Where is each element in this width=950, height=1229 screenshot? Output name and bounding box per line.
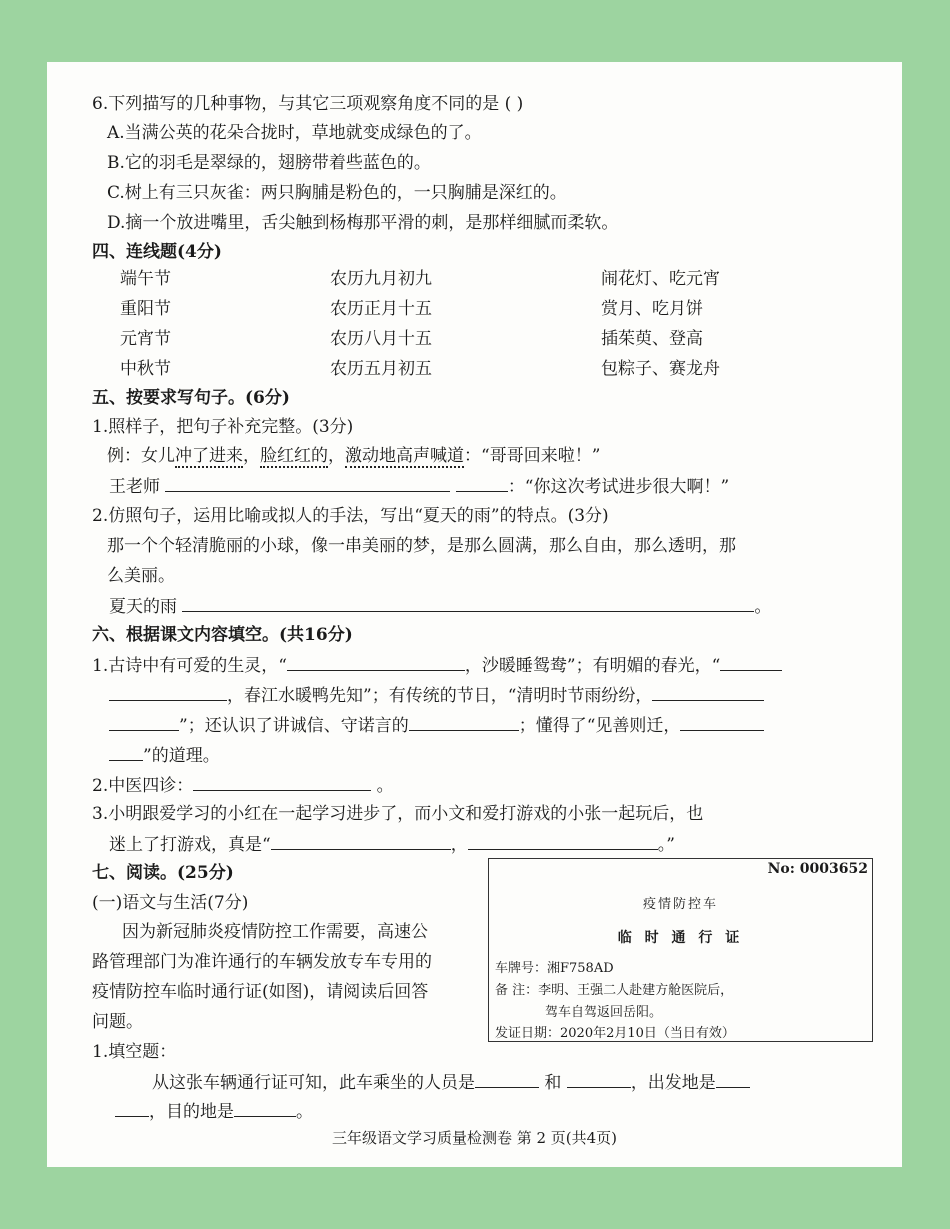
proverb-blank-b[interactable]: [109, 743, 143, 761]
origin-blank-b[interactable]: [115, 1099, 149, 1117]
s6-text: ，: [450, 835, 468, 855]
pass-date: 发证日期：2020年2月10日（当日有效）: [495, 1026, 735, 1041]
date-column: [330, 267, 432, 387]
example-emph-2: 脸红红的: [260, 446, 328, 466]
q6-option-c: C.树上有三只灰雀：两只胸脯是粉色的，一只胸脯是深红的。: [107, 183, 567, 203]
s6-line-1: [92, 653, 782, 678]
q6-stem: [92, 92, 523, 116]
saying-blank-1[interactable]: [271, 832, 451, 850]
section-6-title: 六、根据课文内容填空。(共16分): [92, 625, 353, 645]
proverb-blank-a[interactable]: [680, 713, 764, 731]
section-5-title: 五、按要求写句子。(6分): [92, 388, 290, 408]
s6-text: 迷上了打游戏，真是“: [109, 835, 271, 855]
example-part: 例：女儿: [107, 446, 175, 466]
festival-item[interactable]: 元宵节: [120, 329, 171, 349]
pass-note-1: 备 注：李明、王强二人赴建方舱医院后，: [495, 983, 734, 998]
s6-text: ，沙暖睡鸳鸯”；有明媚的春光，“: [464, 656, 721, 676]
s7-text: ，目的地是: [149, 1102, 234, 1122]
s6-q2-label: 2.中医四诊：: [92, 776, 194, 796]
s7-text: 。: [296, 1102, 313, 1122]
s5-q2: 2.仿照句子，运用比喻或拟人的手法，写出“夏天的雨”的特点。(3分): [92, 506, 609, 526]
custom-item[interactable]: 插茱萸、登高: [601, 329, 703, 349]
s6-text: ”的道理。: [143, 746, 220, 766]
s7-text: ，出发地是: [630, 1073, 716, 1093]
s7-fill-line-1: [152, 1070, 750, 1095]
s6-line-3: [109, 713, 764, 738]
q6-option-b: B.它的羽毛是翠绿的，翅膀带着些蓝色的。: [107, 153, 431, 173]
page-footer: 三年级语文学习质量检测卷 第 2 页(共4页): [331, 1129, 618, 1147]
date-item[interactable]: 农历正月十五: [330, 299, 432, 319]
passenger-blank-1[interactable]: [475, 1070, 539, 1088]
teacher-blank-2[interactable]: [456, 474, 508, 492]
destination-blank[interactable]: [234, 1099, 296, 1117]
example-part: ，: [243, 446, 260, 466]
custom-item[interactable]: 赏月、吃月饼: [601, 299, 703, 319]
s6-text: ，春江水暖鸭先知”；有传统的节日，“清明时节雨纷纷，: [227, 686, 653, 706]
s6-line-2: [109, 683, 764, 708]
story-blank[interactable]: [409, 713, 519, 731]
vehicle-pass-card: [488, 858, 873, 1042]
s5-sample-1: 那一个个轻清脆丽的小球，像一串美丽的梦，是那么圆满，那么自由，那么透明，那: [107, 536, 736, 556]
example-part: ：“哥哥回来啦！”: [464, 446, 601, 466]
s7-subsection: (一)语文与生活(7分): [92, 893, 249, 913]
example-emph-3: 激动地高声喊道: [345, 446, 464, 466]
s7-passage-3: 疫情防控车临时通行证(如图)，请阅读后回答: [92, 982, 429, 1002]
q6-option-a: A.当满公英的花朵合拢时，草地就变成绿色的了。: [107, 123, 482, 143]
s5-summer-line: [109, 594, 771, 619]
s7-text: 从这张车辆通行证可知，此车乘坐的人员是: [152, 1073, 475, 1093]
s6-q3-line-2: [109, 832, 675, 857]
pass-title-2: 临 时 通 行 证: [617, 930, 744, 946]
summer-label: 夏天的雨: [109, 597, 177, 617]
custom-column: [601, 267, 720, 387]
s6-text: ”；还认识了讲诚信、守诺言的: [179, 716, 409, 736]
passenger-blank-2[interactable]: [567, 1070, 631, 1088]
poem-blank-3b[interactable]: [109, 713, 179, 731]
s6-text: 。”: [657, 835, 675, 855]
pass-title-1: 疫情防控车: [642, 897, 718, 912]
festival-item[interactable]: 中秋节: [120, 359, 171, 379]
summer-end: 。: [754, 597, 772, 617]
teacher-label: 王老师: [109, 477, 160, 497]
s7-text: 和: [544, 1073, 562, 1093]
teacher-quote: ：“你这次考试进步很大啊！”: [507, 477, 730, 497]
s7-passage-4: 问题。: [92, 1012, 143, 1032]
date-item[interactable]: 农历九月初九: [330, 269, 432, 289]
diagnosis-blank[interactable]: [193, 773, 371, 791]
s7-passage-2: 路管理部门为准许通行的车辆发放专车专用的: [92, 952, 432, 972]
pass-note-2: 驾车自驾返回岳阳。: [545, 1005, 663, 1020]
poem-blank-3a[interactable]: [652, 683, 764, 701]
q6-answer-paren[interactable]: ( ): [504, 94, 524, 114]
custom-item[interactable]: 闹花灯、吃元宵: [601, 269, 720, 289]
festival-column: [120, 267, 171, 387]
s7-fill-title: 1.填空题：: [92, 1042, 177, 1062]
date-item[interactable]: 农历五月初五: [330, 359, 432, 379]
s6-line-4: [109, 743, 220, 768]
origin-blank-a[interactable]: [716, 1070, 750, 1088]
pass-plate: 车牌号：湘F758AD: [495, 961, 614, 976]
s7-passage-1: 因为新冠肺炎疫情防控工作需要，高速公: [122, 922, 428, 942]
poem-blank-1[interactable]: [287, 653, 465, 671]
q6-stem-text: 6.下列描写的几种事物，与其它三项观察角度不同的是: [92, 94, 500, 114]
example-emph-1: 冲了进来: [175, 446, 243, 466]
q6-option-d: D.摘一个放进嘴里，舌尖触到杨梅那平滑的刺，是那样细腻而柔软。: [107, 213, 619, 233]
section-4-title: 四、连线题(4分): [92, 242, 222, 262]
saying-blank-2[interactable]: [468, 832, 658, 850]
poem-blank-2a[interactable]: [720, 653, 782, 671]
pass-number: No: 0003652: [767, 861, 868, 877]
s7-fill-line-2: [115, 1099, 313, 1124]
teacher-blank-1[interactable]: [165, 474, 450, 492]
summer-blank[interactable]: [182, 594, 754, 612]
exam-page: [47, 62, 902, 1167]
s5-teacher-line: [109, 474, 729, 499]
poem-blank-2b[interactable]: [109, 683, 227, 701]
s5-sample-2: 么美丽。: [107, 566, 175, 586]
s6-text: 1.古诗中有可爱的生灵，“: [92, 656, 287, 676]
date-item[interactable]: 农历八月十五: [330, 329, 432, 349]
festival-item[interactable]: 重阳节: [120, 299, 171, 319]
s5-example: [107, 444, 600, 468]
s6-q3-line-1: 3.小明跟爱学习的小红在一起学习进步了，而小文和爱打游戏的小张一起玩后，也: [92, 804, 704, 824]
festival-item[interactable]: 端午节: [120, 269, 171, 289]
example-part: ，: [328, 446, 345, 466]
s6-q2-end: 。: [376, 776, 394, 796]
s6-q2: [92, 773, 394, 798]
custom-item[interactable]: 包粽子、赛龙舟: [601, 359, 720, 379]
s6-text: ；懂得了“见善则迁，: [518, 716, 681, 736]
section-7-title: 七、阅读。(25分): [92, 863, 234, 883]
s5-q1: 1.照样子，把句子补充完整。(3分): [92, 417, 354, 437]
